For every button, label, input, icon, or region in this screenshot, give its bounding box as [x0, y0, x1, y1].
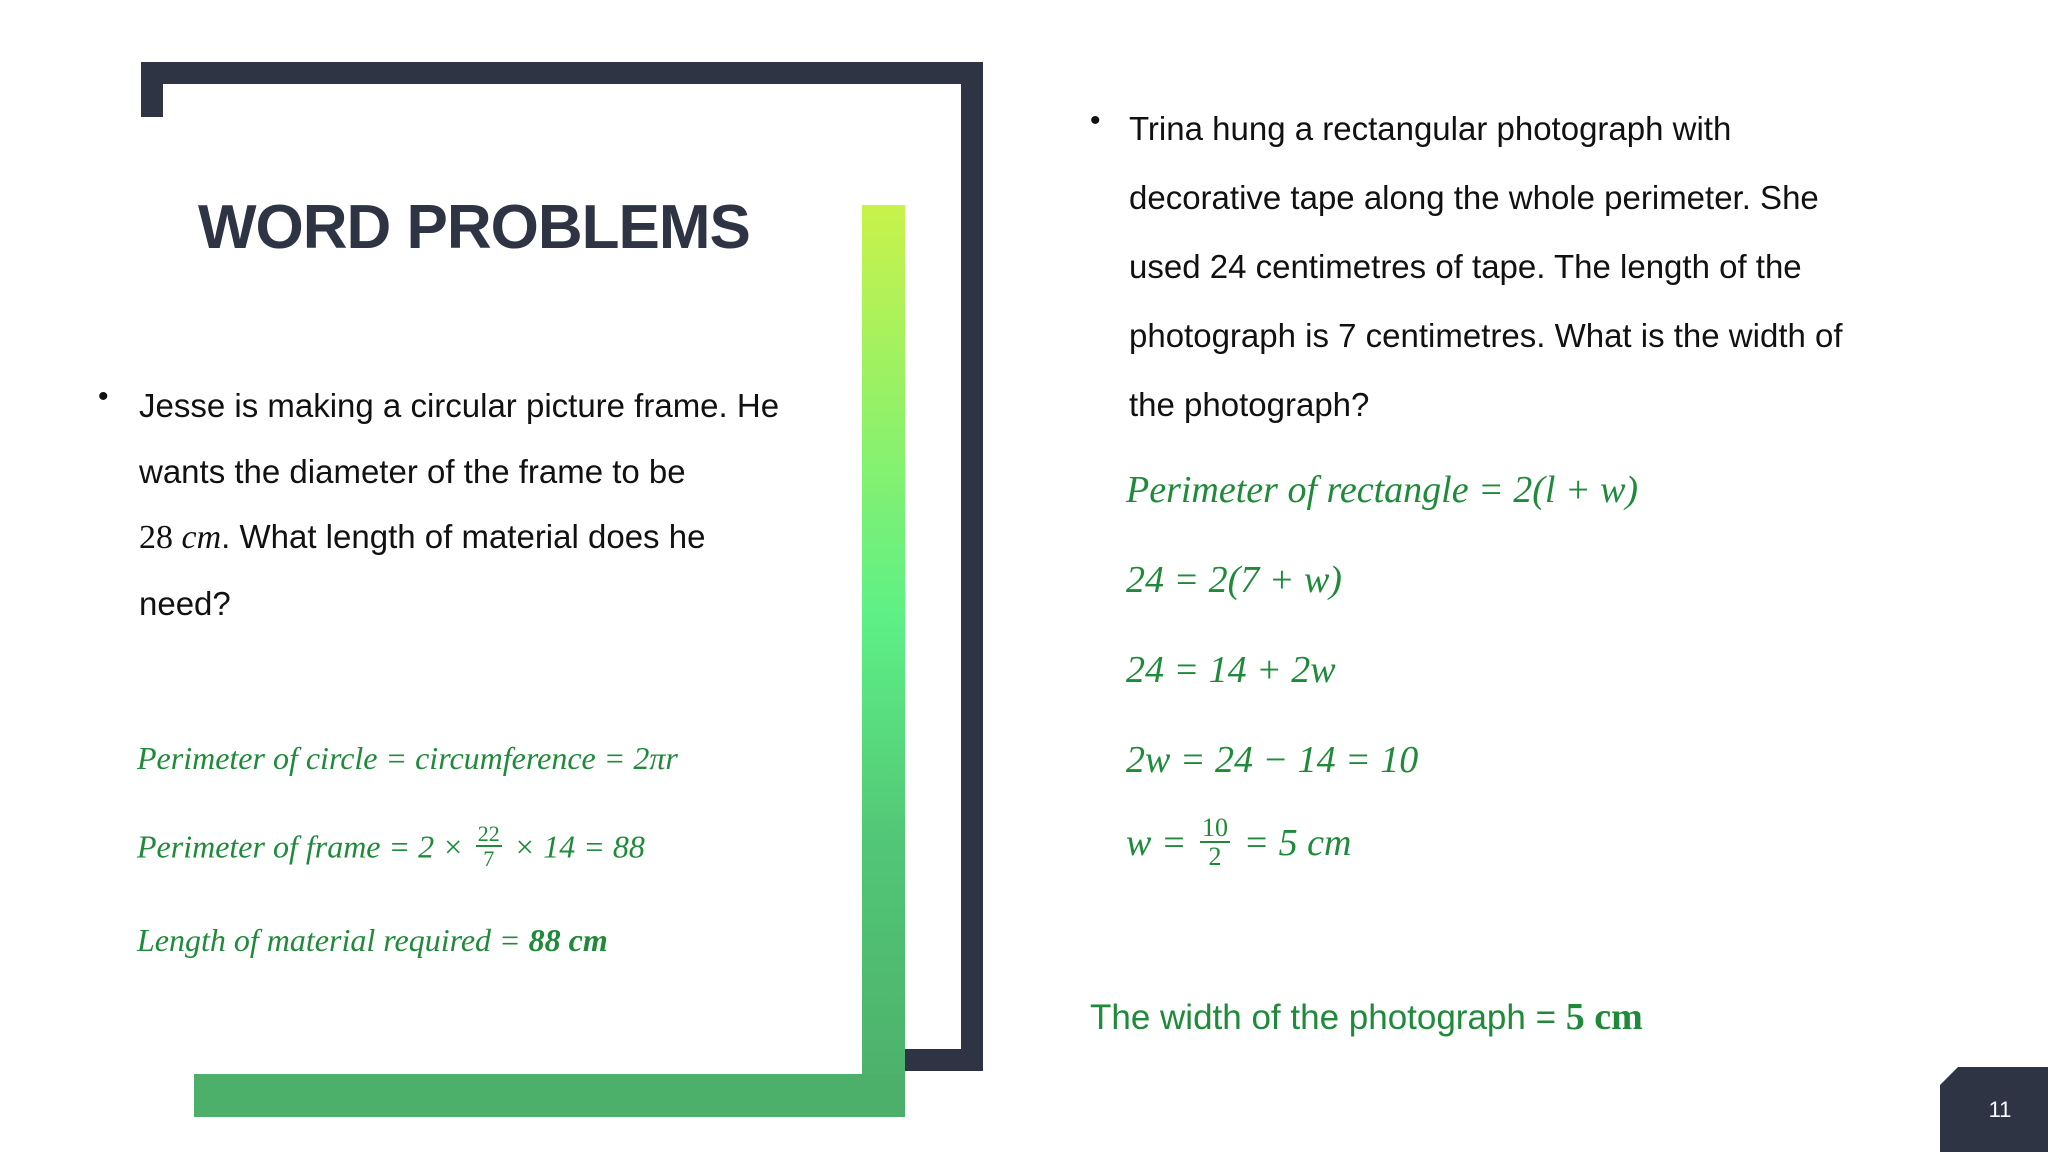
- right-eq5-prefix: w =: [1126, 822, 1196, 865]
- right-answer-value: [1566, 996, 1643, 1038]
- right-eq5-suffix: = 5 cm: [1234, 822, 1352, 865]
- right-equation-4: 2w = 24 − 14 = 10: [1126, 739, 1419, 781]
- left-eq2-frac-den: 7: [483, 846, 495, 872]
- left-question-line4: need?: [139, 584, 231, 622]
- left-eq2-suffix: × 14 = 88: [505, 828, 645, 865]
- right-question-line4: photograph is 7 centimetres. What is the width of: [1129, 317, 1843, 354]
- green-gradient-bar: [862, 205, 905, 1117]
- left-question-number: 28: [139, 519, 173, 556]
- right-question-line3: used 24 centimetres of tape. The length of the: [1129, 248, 1802, 285]
- right-answer-prefix: The width of the photograph =: [1090, 998, 1566, 1037]
- left-question-line3-rest: . What length of material does he: [221, 518, 706, 555]
- slide-title: WORD PROBLEMS: [198, 193, 750, 262]
- right-equation-5: [1126, 813, 1352, 875]
- left-question: [139, 373, 799, 636]
- right-final-answer: [1090, 995, 1643, 1039]
- left-eq2-prefix: Perimeter of frame = 2 ×: [137, 828, 472, 865]
- frame-left-tick: [141, 62, 163, 117]
- right-equation-1: Perimeter of rectangle = 2(l + w): [1126, 469, 1639, 511]
- right-eq5-frac-num: 10: [1202, 813, 1228, 842]
- left-eq2-fraction: [476, 822, 502, 870]
- left-question-line1: Jesse is making a circular picture frame. He: [139, 387, 780, 424]
- right-equation-3: 24 = 14 + 2w: [1126, 649, 1336, 691]
- left-eq2-frac-num: 22: [477, 821, 500, 846]
- frame-right-border: [961, 62, 983, 1071]
- left-equation-1: Perimeter of circle = circumference = 2πr: [137, 740, 678, 776]
- right-eq5-fraction: [1200, 814, 1230, 871]
- left-question-unit: cm: [181, 519, 222, 556]
- left-equation-3: [137, 922, 608, 959]
- right-question: [1129, 94, 1949, 439]
- page-number: 11: [1988, 1096, 2012, 1122]
- right-answer-value-text: 5 cm: [1565, 996, 1643, 1038]
- right-question-line5: the photograph?: [1129, 386, 1370, 423]
- left-equation-2: [137, 821, 645, 874]
- right-equation-2: 24 = 2(7 + w): [1126, 559, 1342, 601]
- green-base-bar: [194, 1074, 905, 1117]
- right-question-line2: decorative tape along the whole perimeter. She: [1129, 179, 1819, 216]
- frame-top-border: [141, 62, 983, 84]
- left-eq3-prefix: Length of material required =: [137, 922, 529, 958]
- left-question-line2: wants the diameter of the frame to be: [139, 452, 686, 490]
- right-question-line1: Trina hung a rectangular photograph with: [1129, 110, 1732, 147]
- bullet-right: •: [1090, 104, 1101, 137]
- bullet-left: •: [98, 380, 109, 413]
- left-eq3-answer: 88 cm: [528, 922, 608, 958]
- right-eq5-frac-den: 2: [1208, 842, 1222, 872]
- left-question-line3: [139, 504, 799, 571]
